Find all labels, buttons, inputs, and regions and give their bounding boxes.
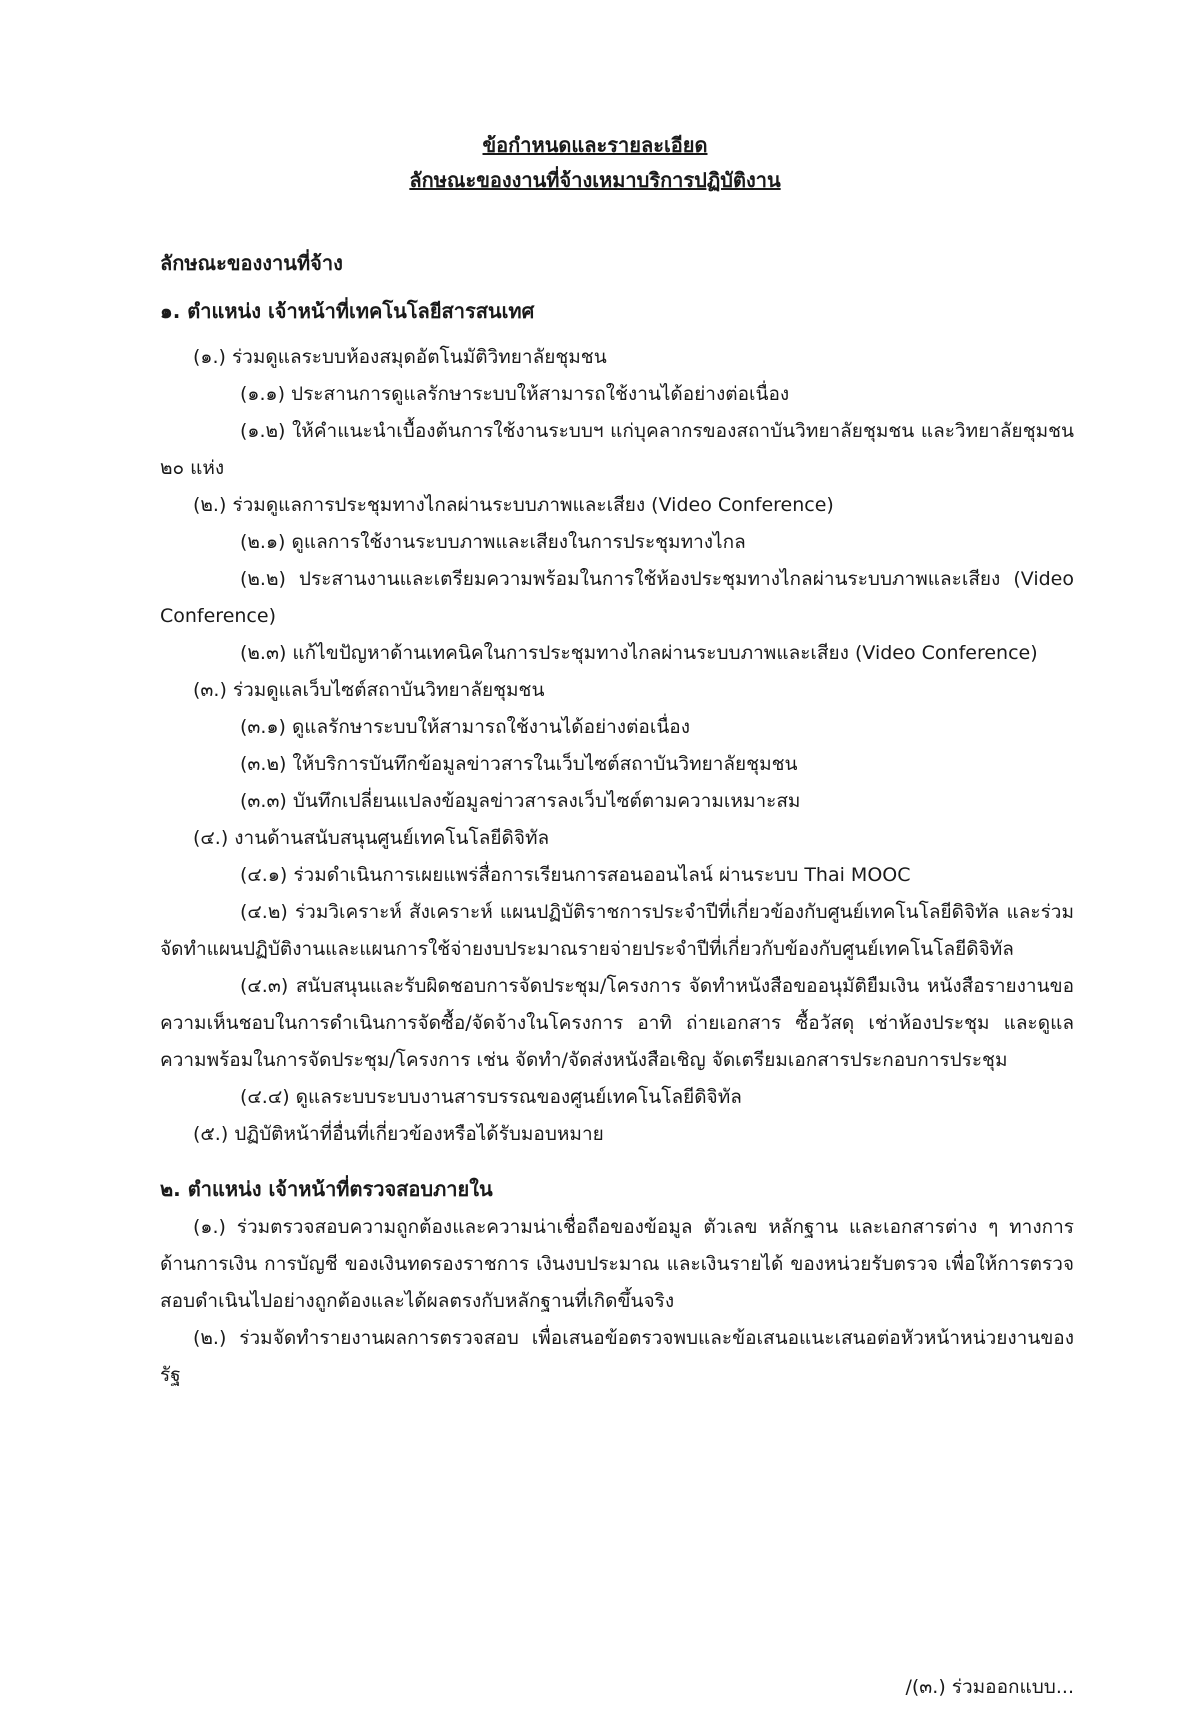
duty-subitem: (๔.๑) ร่วมดำเนินการเผยแพร่สื่อการเรียนการสอนออนไลน์ ผ่านระบบ Thai MOOC (240, 864, 911, 886)
duty-subitem: (๓.๓) บันทึกเปลี่ยนแปลงข้อมูลข่าวสารลงเว็บไซต์ตามความเหมาะสม (240, 790, 801, 812)
position-heading: ๒. ตำแหน่ง เจ้าหน้าที่ตรวจสอบภายใน (160, 1177, 493, 1201)
duty-subitem: (๒.๑) ดูแลการใช้งานระบบภาพและเสียงในการประชุมทางไกล (240, 531, 746, 553)
duty-item: (๓.) ร่วมดูแลเว็บไซต์สถาบันวิทยาลัยชุมชน (193, 679, 545, 701)
section-heading: ลักษณะของงานที่จ้าง (160, 251, 343, 275)
duty-item: (๔.) งานด้านสนับสนุนศูนย์เทคโนโลยีดิจิทัล (193, 827, 550, 849)
page-continuation: /(๓.) ร่วมออกแบบ... (905, 1676, 1074, 1698)
duty-subitem: (๑.๒) ให้คำแนะนำเบื้องต้นการใช้งานระบบฯ แก่บุคลากรของสถาบันวิทยาลัยชุมชน และวิทยาลัยชุมชน ๒๐ แห่ง (160, 420, 1074, 479)
duty-subitem: (๔.๔) ดูแลระบบระบบงานสารบรรณของศูนย์เทคโนโลยีดิจิทัล (240, 1086, 742, 1108)
position-heading: ๑. ตำแหน่ง เจ้าหน้าที่เทคโนโลยีสารสนเทศ (160, 299, 535, 323)
duty-subitem: (๔.๓) สนับสนุนและรับผิดชอบการจัดประชุม/โครงการ จัดทำหนังสือขออนุมัติยืมเงิน หนังสือรายงานขอความเห็นชอบในการดำเนินการจัดซื้อ/จัดจ้างในโครงการ อาทิ ถ่ายเอกสาร ซื้อวัสดุ เช่าห้องประชุม และดูแลความพร้อมในการจัดประชุม/โครงการ เช่น จัดทำ/จัดส่งหนังสือเชิญ จัดเตรียมเอกสารประกอบการประชุม (160, 975, 1074, 1071)
duty-item: (๑.) ร่วมดูแลระบบห้องสมุดอัตโนมัติวิทยาลัยชุมชน (193, 346, 607, 368)
duty-subitem: (๒.๒) ประสานงานและเตรียมความพร้อมในการใช้ห้องประชุมทางไกลผ่านระบบภาพและเสียง (Video Conference) (160, 568, 1074, 627)
document-title-block (0, 128, 1190, 198)
duty-subitem: (๒.๓) แก้ไขปัญหาด้านเทคนิคในการประชุมทางไกลผ่านระบบภาพและเสียง (Video Conference) (240, 642, 1038, 664)
duty-subitem: (๓.๒) ให้บริการบันทึกข้อมูลข่าวสารในเว็บไซต์สถาบันวิทยาลัยชุมชน (240, 753, 798, 775)
duty-item: (๕.) ปฏิบัติหน้าที่อื่นที่เกี่ยวข้องหรือได้รับมอบหมาย (193, 1123, 604, 1145)
duty-subitem: (๔.๒) ร่วมวิเคราะห์ สังเคราะห์ แผนปฏิบัติราชการประจำปีที่เกี่ยวข้องกับศูนย์เทคโนโลยีดิจิทัล และร่วมจัดทำแผนปฏิบัติงานและแผนการใช้จ่ายงบประมาณรายจ่ายประจำปีที่เกี่ยวกับข้องกับศูนย์เทคโนโลยีดิจิทัล (160, 901, 1074, 960)
duty-subitem: (๑.๑) ประสานการดูแลรักษาระบบให้สามารถใช้งานได้อย่างต่อเนื่อง (240, 383, 790, 405)
duty-item: (๒.) ร่วมดูแลการประชุมทางไกลผ่านระบบภาพและเสียง (Video Conference) (193, 494, 834, 516)
duty-subitem: (๓.๑) ดูแลรักษาระบบให้สามารถใช้งานได้อย่างต่อเนื่อง (240, 716, 690, 738)
document-subtitle: ลักษณะของงานที่จ้างเหมาบริการปฏิบัติงาน (409, 168, 781, 192)
duty-item: (๒.) ร่วมจัดทำรายงานผลการตรวจสอบ เพื่อเสนอข้อตรวจพบและข้อเสนอแนะเสนอต่อหัวหน้าหน่วยงานของรัฐ (160, 1327, 1074, 1386)
document-body (160, 243, 1074, 1394)
duty-item: (๑.) ร่วมตรวจสอบความถูกต้องและความน่าเชื่อถือของข้อมูล ตัวเลข หลักฐาน และเอกสารต่าง ๆ ทางการด้านการเงิน การบัญชี ของเงินทดรองราชการ เงินงบประมาณ และเงินรายได้ ของหน่วยรับตรวจ เพื่อให้การตรวจสอบดำเนินไปอย่างถูกต้องและได้ผลตรงกับหลักฐานที่เกิดขึ้นจริง (160, 1216, 1074, 1312)
document-title: ข้อกำหนดและรายละเอียด (482, 133, 708, 157)
